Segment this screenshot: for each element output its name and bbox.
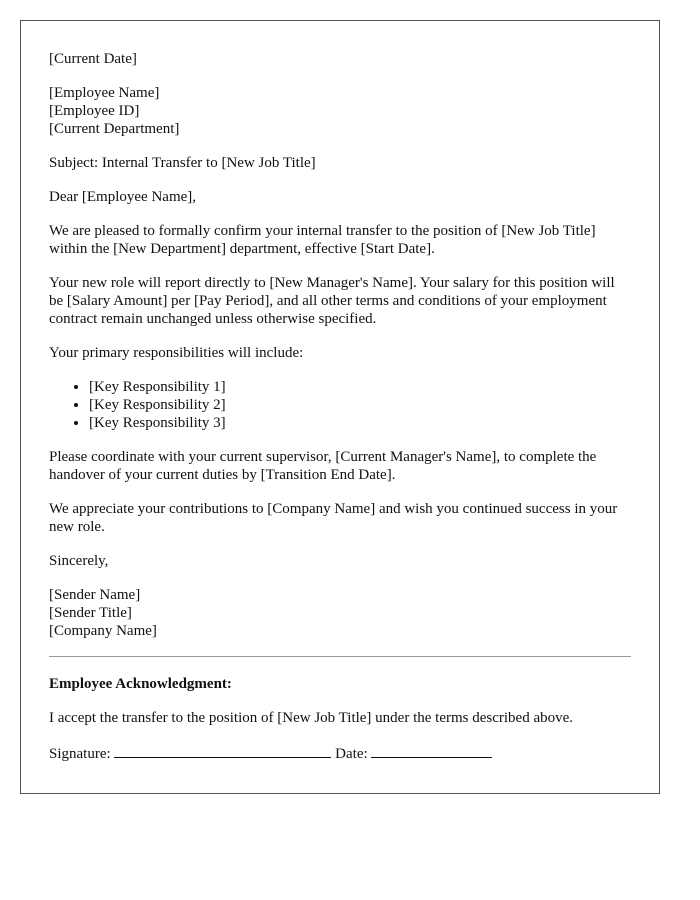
list-item: • [Key Responsibility 2] — [89, 396, 631, 414]
date-line-block — [49, 50, 631, 68]
acknowledgment-statement: I accept the transfer to the position of [New Job Title] under the terms described above. — [49, 710, 574, 726]
confirmation-paragraph: We are pleased to formally confirm your internal transfer to the position of [New Job Title] within the [New Department] department, effective [Start Date]. — [49, 223, 596, 257]
responsibilities-list — [49, 378, 631, 432]
appreciation-paragraph: We appreciate your contributions to [Company Name] and wish you continued success in your new role. — [49, 501, 618, 535]
greeting: Dear [Employee Name], — [49, 189, 197, 205]
sender-company-name: [Company Name] — [49, 623, 157, 639]
signature-field[interactable] — [114, 743, 331, 758]
date-field[interactable] — [371, 743, 492, 758]
subject-line: Subject: Internal Transfer to [New Job Title] — [49, 155, 316, 171]
employee-id: [Employee ID] — [49, 103, 140, 119]
handover-paragraph: Please coordinate with your current supervisor, [Current Manager's Name], to complete the handover of your current duties by [Transition End Date]. — [49, 449, 597, 483]
responsibilities-intro: Your primary responsibilities will include: — [49, 345, 304, 361]
list-item: • [Key Responsibility 3] — [89, 414, 631, 432]
current-department: [Current Department] — [49, 121, 180, 137]
transfer-letter — [20, 20, 660, 794]
sender-name: [Sender Name] — [49, 587, 141, 603]
recipient-block — [49, 84, 631, 138]
current-date: [Current Date] — [49, 51, 137, 67]
list-item: • [Key Responsibility 1] — [89, 378, 631, 396]
signature-label: Signature: — [49, 746, 111, 762]
section-divider — [49, 656, 631, 657]
acknowledgment-heading: Employee Acknowledgment: — [49, 676, 232, 692]
employee-name: [Employee Name] — [49, 85, 160, 101]
date-label: Date: — [335, 746, 368, 762]
signature-date-line — [49, 743, 631, 763]
reporting-paragraph: Your new role will report directly to [New Manager's Name]. Your salary for this position will be [Salary Amount] per [Pay Period], and all other terms and conditions of your employment contract remain unchanged unless otherwise specified. — [49, 275, 615, 327]
closing: Sincerely, — [49, 553, 109, 569]
sender-title: [Sender Title] — [49, 605, 132, 621]
signature-block — [49, 586, 631, 640]
